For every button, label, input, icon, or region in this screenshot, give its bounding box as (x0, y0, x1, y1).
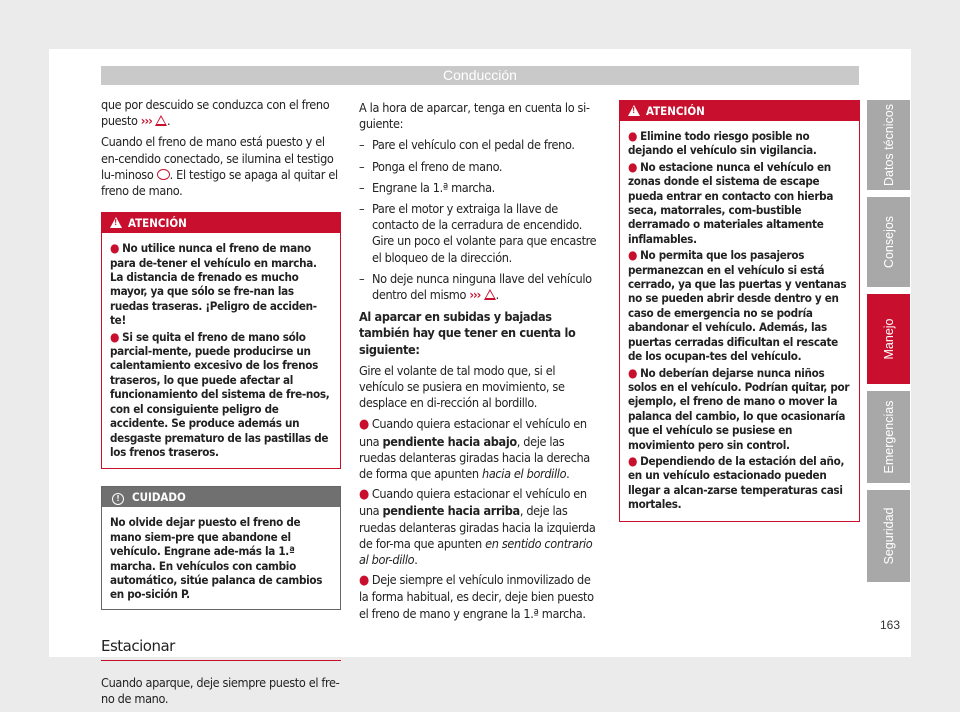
warning-item: ● Dependiendo de la estación del año, en un vehículo estacionado pueden llegar a alcan-zarse temperaturas casi mortales. (628, 453, 845, 512)
bullet-icon: ● (628, 159, 638, 174)
step-item: – Pare el motor y extraiga la llave de contacto de la cerradura de encendido. Gire un poco el volante para que encastre el bloqueo de la dirección. (359, 201, 601, 266)
page-number: 163 (880, 618, 901, 632)
bullet-icon: ● (359, 487, 369, 503)
warning-box (619, 100, 860, 522)
caution-title: CUIDADO (132, 490, 186, 505)
warning-item: ● Elimine todo riesgo posible no dejando el vehículo sin vigilancia. (628, 129, 817, 158)
bullet-icon: ● (628, 129, 638, 143)
tab-consejos[interactable]: Consejos (867, 197, 910, 287)
warning-item: ● Si se quita el freno de mano sólo parcial-mente, puede producirse un calentamiento excesivo de los frenos traseros, lo que puede afectar al funcionamiento del sistema de fre-nos, con el consiguiente peligro de accidente. Se produce además un desgaste prematuro de las pastillas de los frenos traseros. (110, 329, 330, 459)
triple-chevron-icon: ››› (140, 113, 152, 129)
column-left (101, 97, 341, 712)
text: . El testigo se apaga al quitar el freno de mano. (101, 166, 338, 199)
bullet-icon: ● (110, 241, 120, 256)
tab-emergencias[interactable]: Emergencias (867, 391, 910, 483)
paragraph-aparque: Cuando aparque, deje siempre puesto el fre-no de mano. (101, 674, 340, 707)
caution-text: No olvide dejar puesto el freno de mano siem-pre que abandone el vehículo. Engrane ade-más la 1.ª marcha. En vehículos con cambio automático, sitúe palanca de cambios en po-sición P. (110, 515, 323, 602)
warning-triangle-icon (155, 115, 167, 126)
bullet-icon: ● (110, 329, 120, 344)
warning-header (102, 213, 340, 233)
text: Cuando el freno de mano está puesto y el en-cendido conectado, se ilumina el testigo lu-minoso (101, 134, 334, 182)
bullet-icon: ● (628, 453, 638, 468)
paragraph-testigo (101, 134, 341, 199)
bullet-icon: ● (359, 573, 369, 589)
bullet-icon: ● (359, 417, 369, 433)
text: que por descuido se conduzca con el freno puesto (101, 97, 330, 129)
page-header: Conducción (101, 66, 859, 85)
tab-manejo[interactable]: Manejo (867, 294, 910, 384)
section-title: Estacionar (101, 638, 341, 661)
warning-item: ● No deberían dejarse nunca niños solos en el vehículo. Podrían quitar, por ejemplo, el freno de mano o mover la palanca del cambio, lo que ocasionaría que el vehículo se pusiese en movimiento pero sin control. (628, 365, 850, 452)
warning-triangle-icon (110, 217, 122, 228)
step-item: – No deje nunca ninguna llave del vehículo dentro del mismo ››› . (359, 271, 601, 303)
paragraph-freno-puesto: que por descuido se conduzca con el freno puesto ››› . (101, 97, 330, 129)
warning-box (101, 212, 341, 469)
brake-lamp-icon (157, 169, 170, 180)
triple-chevron-icon: ››› (469, 287, 481, 303)
tab-seguridad[interactable]: Seguridad (867, 490, 910, 582)
warning-title: ATENCIÓN (128, 216, 187, 231)
warning-item: ● No utilice nunca el freno de mano para de-tener el vehículo en marcha. La distancia de frenado es mucho mayor, ya que sólo se fre-nan las ruedas traseras. ¡Peligro de acciden-te! (110, 241, 317, 328)
step-item: – Ponga el freno de mano. (359, 159, 601, 175)
warning-title: ATENCIÓN (646, 104, 705, 118)
warning-triangle-icon (484, 289, 496, 300)
tab-datos-tecnicos[interactable]: Datos técnicos (867, 100, 910, 190)
bullet-icon: ● (628, 248, 638, 263)
warning-header (620, 101, 859, 121)
column-middle (359, 100, 601, 626)
bullet-icon: ● (628, 365, 638, 380)
warning-item: ● No estacione nunca el vehículo en zonas donde el sistema de escape pueda entrar en contacto con hierba seca, matorrales, com-bustible derramado o materiales altamente inflamables. (628, 159, 834, 246)
info-circle-icon: ! (112, 493, 124, 505)
intro: A la hora de aparcar, tenga en cuenta lo si-guiente: (359, 100, 590, 132)
paragraph-gire: Gire el volante de tal modo que, si el vehículo se pusiera en movimiento, se desplace en di-rección al bordillo. (359, 362, 565, 411)
warning-triangle-icon (628, 105, 640, 116)
caution-header (102, 487, 340, 507)
column-right (619, 100, 860, 522)
bullet-item: ● Deje siempre el vehículo inmovilizado de la forma habitual, es decir, deje bien puesto el freno de mano y engrane la 1.ª marcha. (359, 572, 594, 621)
bullet-item: ● Cuando quiera estacionar el vehículo en una pendiente hacia abajo, deje las ruedas delanteras giradas hacia la derecha de forma que apunten hacia el bordillo. (359, 416, 590, 482)
warning-item: ● No permita que los pasajeros permanezcan en el vehículo si está cerrado, ya que las puertas y ventanas no se pueden abrir desde dentro y en caso de emergencia no se podría abandonar el vehículo. Además, las puertas cerradas dificultan el rescate de los ocupan-tes del vehículo. (628, 248, 847, 364)
bullet-item: ● Cuando quiera estacionar el vehículo en una pendiente hacia arriba, deje las ruedas delanteras giradas hacia la izquierda de for-ma que apunten en sentido contrario al bor-dillo. (359, 486, 596, 568)
step-item: – Engrane la 1.ª marcha. (359, 180, 601, 196)
caution-box (101, 486, 341, 609)
subheading: Al aparcar en subidas y bajadas también hay que tener en cuenta lo siguiente: (359, 309, 576, 357)
step-item: – Pare el vehículo con el pedal de freno. (359, 137, 601, 153)
